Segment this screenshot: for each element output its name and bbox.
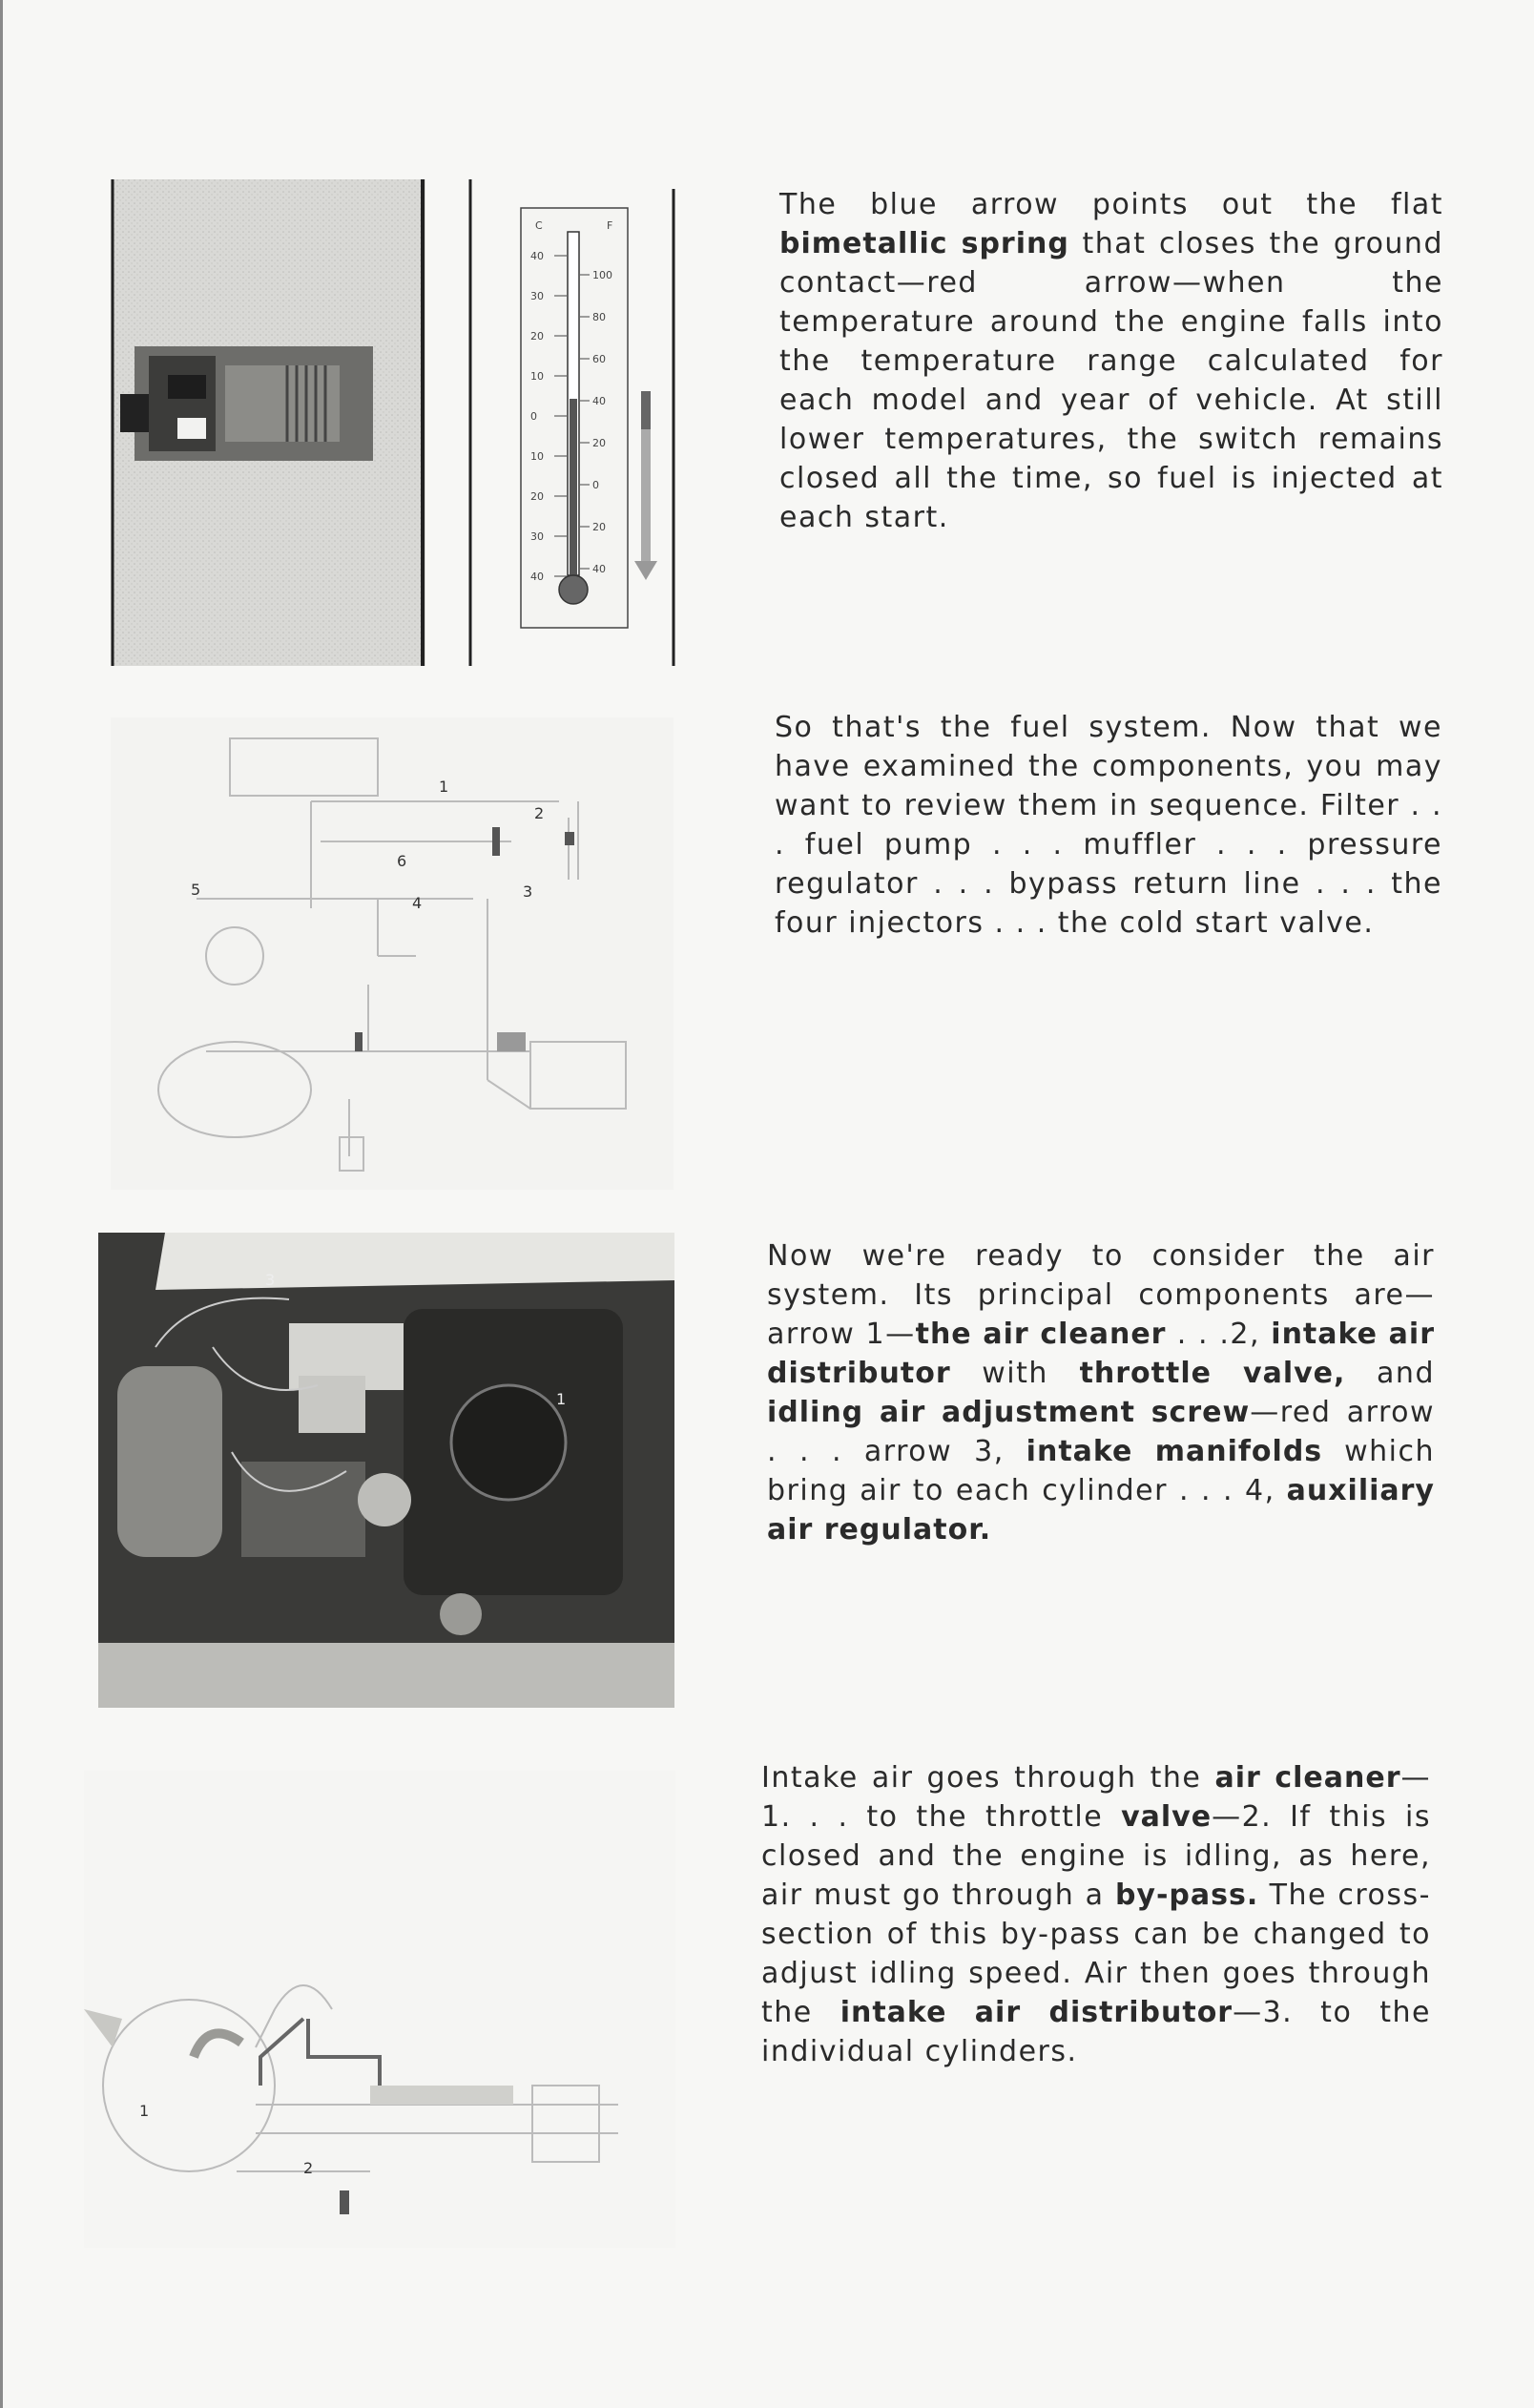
bold-term: intake manifolds xyxy=(1026,1435,1323,1468)
fuel-system-diagram xyxy=(111,717,674,1190)
engine-label-2: 1 xyxy=(556,1390,567,1408)
bold-term: intake air distributor xyxy=(767,1318,1435,1390)
paragraph-text: . . .2, xyxy=(1166,1318,1272,1351)
bold-term: intake air distributor xyxy=(840,1996,1233,2029)
celsius-tick-label: 0 xyxy=(530,410,537,423)
paragraph-text: The blue arrow points out the flat xyxy=(779,188,1443,221)
intake-label-1: 1 xyxy=(139,2102,150,2120)
fahrenheit-tick-label: 0 xyxy=(592,479,599,491)
fuel-system-schematic xyxy=(111,717,674,1190)
celsius-tick-label: 20 xyxy=(530,330,544,343)
celsius-tick-label: 30 xyxy=(530,290,544,302)
bold-term: throttle valve, xyxy=(1079,1357,1346,1390)
intake-label-2: 2 xyxy=(303,2159,314,2177)
bold-term: by-pass. xyxy=(1114,1879,1259,1912)
celsius-tick-label: 40 xyxy=(530,250,544,262)
fahrenheit-label: F xyxy=(607,219,613,232)
fahrenheit-tick-label: 80 xyxy=(592,311,606,323)
paragraph-text: —red arrow . . . arrow 3, xyxy=(767,1396,1436,1468)
fuel-label-1: 1 xyxy=(439,778,449,796)
bold-term: valve xyxy=(1121,1800,1213,1834)
bold-term: bimetallic spring xyxy=(779,227,1069,260)
thermometer xyxy=(521,208,657,628)
intake-air-schematic xyxy=(84,1771,675,2248)
paragraph-text: —3. to the individual cylinders. xyxy=(761,1996,1431,2068)
paragraph-text: The cross-section of this by-pass can be changed to adjust idling speed. Air then goes through the xyxy=(761,1879,1431,2029)
air-system-paragraph xyxy=(767,1236,1435,1549)
fuel-label-6: 6 xyxy=(397,852,407,870)
celsius-tick-label: 40 xyxy=(530,571,544,583)
intake-air-diagram xyxy=(84,1771,675,2248)
fuel-label-5: 5 xyxy=(191,881,201,899)
bold-term: auxiliary air regulator. xyxy=(767,1474,1435,1547)
bold-term: air cleaner xyxy=(1214,1761,1401,1795)
celsius-label: C xyxy=(535,219,543,232)
temperature-switch-illustration xyxy=(111,179,679,666)
celsius-tick-label: 10 xyxy=(530,450,544,463)
paragraph-text: —2. If this is closed and the engine is idling, as here, air must go through a xyxy=(761,1800,1431,1912)
celsius-tick-label: 10 xyxy=(530,370,544,383)
paragraph-text: Intake air goes through the xyxy=(761,1761,1215,1795)
engine-bay-illustration xyxy=(98,1233,674,1708)
bold-term: the air cleaner xyxy=(915,1318,1167,1351)
paragraph-text: So that's the fuel system. Now that we have examined the components, you may want to review them in sequence. Filter . . . fuel pump . . . muffler . . . pressure regulator . . . bypass return line . . . the four injectors . . . the cold start valve. xyxy=(775,711,1442,940)
fuel-label-4: 4 xyxy=(412,894,423,912)
temperature-switch-photo xyxy=(120,346,373,461)
fahrenheit-tick-label: 40 xyxy=(592,563,606,575)
paragraph-text: with xyxy=(950,1357,1080,1390)
temperature-switch-figure xyxy=(111,179,679,666)
fuel-system-review-paragraph xyxy=(775,708,1442,943)
intake-air-paragraph xyxy=(761,1758,1431,2071)
bimetallic-spring-paragraph xyxy=(779,185,1443,537)
page-edge xyxy=(0,0,3,2408)
bold-term: idling air adjustment screw xyxy=(767,1396,1251,1429)
paragraph-text: that closes the ground contact—red arrow—when the temperature around the engine falls into the temperature range calculated for each model and year of vehicle. At still lower temperatures, the switch remains closed all the time, so fuel is injected at each start. xyxy=(779,227,1443,534)
paragraph-text: which bring air to each cylinder . . . 4, xyxy=(767,1435,1435,1507)
engine-bay-photo xyxy=(98,1233,674,1708)
celsius-tick-label: 20 xyxy=(530,490,544,503)
paragraph-text: —1. . . to the throttle xyxy=(761,1761,1431,1834)
celsius-tick-label: 30 xyxy=(530,530,544,543)
paragraph-text: and xyxy=(1345,1357,1435,1390)
fahrenheit-tick-label: 60 xyxy=(592,353,606,365)
fahrenheit-tick-label: 100 xyxy=(592,269,612,281)
engine-label-1: 3 xyxy=(265,1271,276,1289)
paragraph-text: Now we're ready to consider the air system. Its principal components are—arrow 1— xyxy=(767,1239,1435,1351)
fuel-label-2: 2 xyxy=(534,804,545,822)
fahrenheit-tick-label: 20 xyxy=(592,437,606,449)
fahrenheit-tick-label: 20 xyxy=(592,521,606,533)
fahrenheit-tick-label: 40 xyxy=(592,395,606,407)
fuel-label-3: 3 xyxy=(523,882,533,901)
